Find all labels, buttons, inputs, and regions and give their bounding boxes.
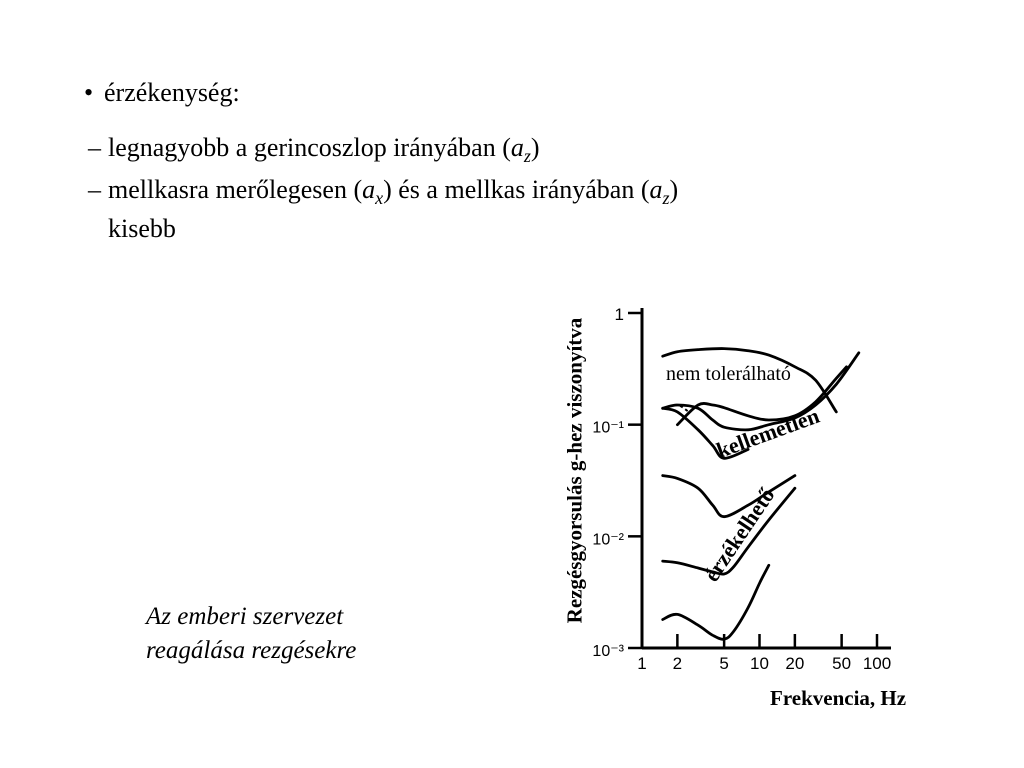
variable-a: a (362, 175, 376, 204)
x-tick-label: 2 (672, 654, 683, 673)
subscript-x: x (375, 188, 384, 208)
x-tick-label: 100 (862, 654, 892, 673)
sub-point-2-text-a: mellkasra merőlegesen ( (108, 175, 363, 204)
close-paren: ) (530, 133, 540, 162)
annotation-1: nem tolerálható (665, 363, 791, 386)
bullet-text: érzékenység: (104, 78, 240, 107)
x-tick-label: 10 (750, 654, 769, 673)
x-tick-label: 50 (832, 654, 852, 673)
variable-a: a (510, 133, 524, 162)
y-axis-label: Rezgésgyorsulás g-hez viszonyítva (562, 317, 587, 624)
variable-a: a (649, 175, 663, 204)
subscript-z: z (523, 146, 531, 166)
bullet-marker: • (84, 78, 94, 107)
sub-point-1-text: legnagyobb a gerincoszlop irányában ( (108, 133, 511, 162)
dash-marker: – (88, 175, 101, 204)
x-tick-label: 1 (637, 654, 647, 673)
subscript-z: z (662, 188, 670, 208)
y-tick-label: 10⁻¹ (592, 419, 624, 437)
dash-marker: – (88, 133, 101, 162)
x-axis-label: Frekvencia, Hz (770, 686, 907, 710)
sub-point-2-continuation: kisebb (108, 214, 176, 243)
caption-line-2: reagálása rezgésekre (146, 637, 357, 664)
y-tick-label: 1 (614, 305, 624, 324)
annotation-2: kellemetlen (713, 402, 823, 463)
x-tick-label: 5 (719, 654, 729, 673)
y-tick-label: 10⁻² (592, 531, 624, 549)
y-tick-label: 10⁻³ (592, 643, 624, 660)
sub-point-2-text-b: ) és a mellkas irányában ( (383, 175, 650, 204)
caption-line-1: Az emberi szervezet (146, 603, 344, 630)
annotation-3: érzékelhető (698, 482, 780, 587)
x-tick-label: 20 (785, 654, 805, 673)
close-paren: ) (669, 175, 679, 204)
